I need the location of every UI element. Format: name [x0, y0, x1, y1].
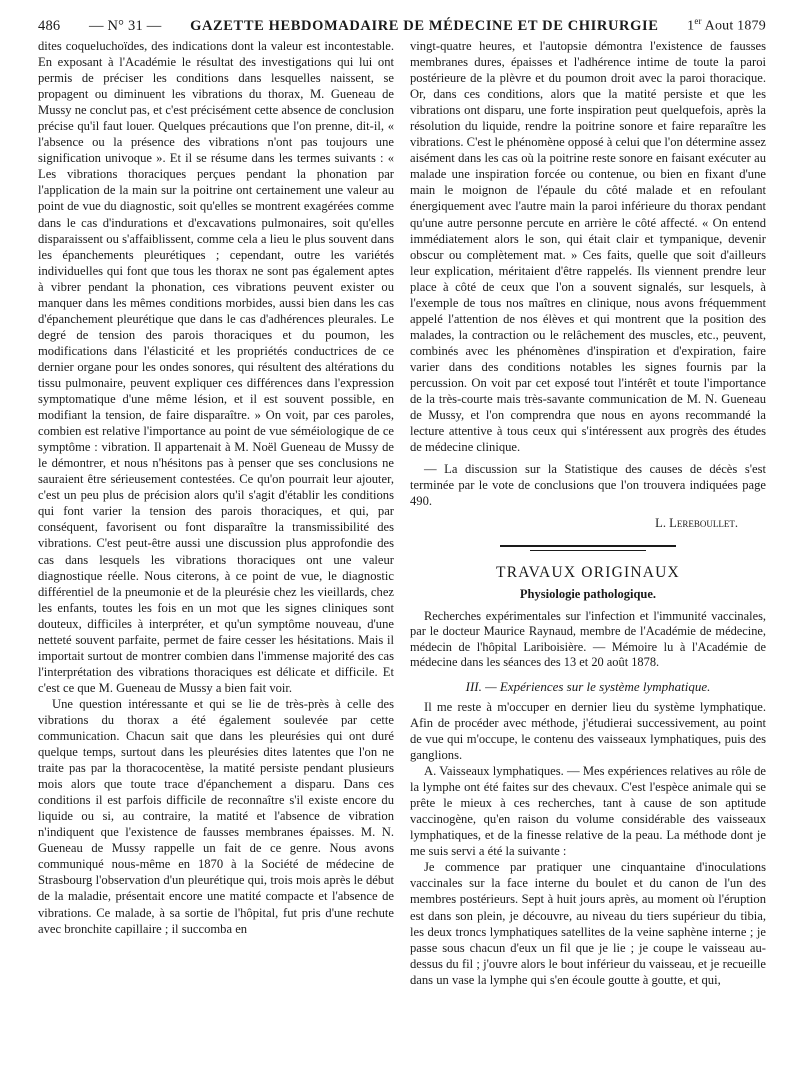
- right-paragraph-2: — La discussion sur la Statistique des causes de décès s'est terminée par le vote de conclusions que l'on trouvera indiquées page 490.: [410, 462, 766, 509]
- date-day: 1: [687, 18, 695, 34]
- right-column: [410, 38, 766, 988]
- section-title: TRAVAUX ORIGINAUX: [496, 564, 680, 582]
- right-paragraph-3: Il me reste à m'occuper en dernier lieu du système lymphatique. Afin de procéder avec méthode, j'étudierai successivement, au point de vue qui m'occupe, le contenu des vaisseaux lymphatiques, puis des ganglions.: [410, 699, 766, 763]
- left-paragraph-1: dites coqueluchoïdes, des indications dont la valeur est incontestable. En exposant à l'Académie le résultat des investigations qui lui ont permis de préciser les conditions dans lesquelles naissent, se propagent ou diminuent les vibrations du thorax, M. Gueneau de Mussy ne conclut pas, et c'est précisément cette absence de conclusion précise qu'il faut louer. Quelques précautions que l'on prenne, dit-il, « l'absence ou la présence des vibrations n'ont pas toujours une signification univoque ». Et il se résume dans les termes suivants : « Les vibrations thoraciques perçues pendant la phonation par l'application de la main sur la poitrine ont certainement une valeur au point de vue du diagnostic, soit qu'elles se montrent exagérées comme dans le cas d'indurations et d'excavations pulmonaires, soit qu'elles disparaissent ou s'affaiblissent, comme cela a lieu le plus souvent dans les épanchements pleurétiques ; cependant, outre les variétés individuelles qui font que tous les thorax ne sont pas également aptes à vibrer pendant la phonation, ces vibrations peuvent exister ou manquer dans les mêmes conditions morbides, aussi bien dans les cas d'épanchement pleurétique que dans le cas d'adhérences pleurales. Le degré de tension des parois thoraciques et du poumon, les modifications dans l'élasticité et les propriétés conductrices de ce dernier organe pour les ondes sonores, qui résultent des altérations du tissu pulmonaire, peuvent expliquer ces différences dans l'expression symptomatique d'une même lésion, et il est souvent possible, en modifiant la tension, de faire disparaître. » On voit, par ces paroles, combien est relative l'importance au point de vue séméiologique de ce symptôme : vibration. Il appartenait à M. Noël Gueneau de Mussy de le démontrer, et nous n'hésitons pas à penser que ses conclusions ne sauraient être sérieusement contestées. Ce qu'on pourrait leur ajouter, c'est un peu plus de précision alors qu'il s'agit d'établir les conditions qui font varier la tension des parois thoraciques, et qui, par conséquent, favorisent ou font disparaître la transmissibilité des vibrations. C'est peut-être aussi une discussion plus approfondie des cas dans lesquels les vibrations thoraciques ont une valeur diagnostique réelle. Nous citerons, à ce point de vue, le diagnostic différentiel de la pneumonie et de la pleurésie chez les vieillards, chez les enfants, toutes les fois en un mot que les signes cliniques sont douteux, difficiles à interpréter, et qu'un symptôme nouveau, d'une netteté souvent parfaite, permet de faire cesser les hésitations. Mais il importait surtout de montrer combien dans l'immense majorité des cas l'interprétation des vibrations thoraciques est délicate et difficile. Et c'est ce que M. Gueneau de Mussy a bien fait voir.: [38, 39, 394, 695]
- right-paragraph-1: vingt-quatre heures, et l'autopsie démontra l'existence de fausses membranes dures, épaisses et l'adhérence intime de toute la paroi postérieure de la plèvre et du poumon droit avec la paroi thoracique. Or, dans ces conditions, alors que la matité persiste et que les vibrations ont disparu, une forte inspiration peut quelquefois, après la résolution du liquide, rendre la poitrine sonore et faire reparaître les vibrations. C'est le phénomène opposé à celui que l'on détermine assez aisément dans les cas où la poitrine reste sonore en faisant exécuter au malade une inspiration forcée ou contenue, ou bien en fixant d'une main le moignon de l'épaule du côté malade et en refoulant énergiquement avec l'autre main la paroi inférieure du thorax pendant qu'une autre personne percute en arrière le côté affecté. « On entend immédiatement alors le son, qui était clair et tympanique, devenir obscur ou complètement mat. » Ces faits, quelle que soit d'ailleurs leur explication, méritaient d'être rappelés. Ils viennent prendre leur place à côté de ceux que l'on a souvent signalés, sur lesquels, à l'exemple de tous nos maîtres en clinique, nous avons fréquemment appelé l'attention de nos élèves et qui montrent que la position des malades, la contraction ou le relâchement des muscles, etc., peuvent, combinés avec les phénomènes d'inspiration et d'expiration, faire varier dans des conditions notables les signes fournis par la percussion. On voit par cet exposé tout l'intérêt et toute l'importance de la très-courte mais très-savante communication de M. N. Gueneau de Mussy, et l'on comprendra que nous en ayons recommandé la lecture attentive à tous ceux qui s'intéressent aux progrès des études de médecine clinique.: [410, 39, 767, 455]
- left-column: [38, 38, 394, 988]
- left-paragraph-2: Une question intéressante et qui se lie de très-près à celle des vibrations du thorax a été également soulevée par cette communication. Chacun sait que dans les pleurésies qui ont duré quelque temps, surtout dans les pleurésies dites latentes que l'on ne traite pas par la thoracocentèse, la matité persiste pendant plusieurs mois alors que toute trace d'épanchement a disparu. Dans ces conditions il est parfois difficile de reconnaître s'il existe encore du liquide ou si, au contraire, la matité et l'absence de vibration n'indiquent que l'existence de fausses membranes épaisses. M. N. Gueneau de Mussy rappelle un fait de ce genre. Nous avons communiqué nous-même en 1870 à la Société de médecine de Strasbourg l'observation d'un pleurétique qui, trois mois après le début de la maladie, présentait encore une matité compacte et l'absence de vibrations. Ce malade, à sa sortie de l'hôpital, fut pris d'une rechute avec bronchite capillaire ; il succomba en: [38, 696, 394, 936]
- text-columns: [38, 38, 766, 988]
- subsection-heading-text: III. — Expériences sur le système lymphatique.: [465, 678, 711, 694]
- issue-number: — N° 31 —: [88, 17, 162, 34]
- article-heading: Recherches expérimentales sur l'infection et l'immunité vaccinales, par le docteur Maurice Raynaud, membre de l'Académie de médecine, médecin de l'hôpital Lariboisière. — Mémoire lu à l'Académie de médecine dans les séances des 13 et 20 août 1878.: [410, 608, 766, 670]
- running-header: [38, 0, 766, 38]
- date-month-year: Aout 1879: [701, 18, 766, 34]
- date-ordinal: er: [694, 16, 702, 26]
- right-paragraph-4: A. Vaisseaux lymphatiques. — Mes expériences relatives au rôle de la lymphe ont été faites sur des chevaux. C'est l'espèce animale qui se prête le mieux à ces recherches, tant à cause de son aptitude vaccinogène, qu'en raison du volume considérable des vaisseaux lymphatiques, et de la finesse relative de la peau. La méthode dont je me suis servi a été la suivante :: [410, 764, 766, 859]
- author-signature: L. Lereboullet.: [655, 516, 738, 531]
- right-paragraph-5: Je commence par pratiquer une cinquantaine d'inoculations vaccinales sur la face interne du boulet et du canon de l'un des membres postérieurs. Sept à huit jours après, au moment où l'éruption est dans son plein, je découvre, au niveau du tiers supérieur du tibia, les deux troncs lymphatiques satellites de la veine saphène interne ; je passe sous chacun d'eux un fil que je lie ; je coupe le vaisseau au-dessus du fil ; j'ouvre alors le bout inférieur du vaisseau, et je recueille dans un vase la lymphe qui s'en écoule goutte à goutte, et qui,: [410, 860, 766, 987]
- page-number: 486: [38, 17, 61, 34]
- subsection-heading: [410, 679, 766, 695]
- section-subtitle: Physiologie pathologique.: [519, 587, 657, 602]
- separator-thick-line: [500, 545, 676, 547]
- section-separator: [410, 539, 766, 559]
- separator-thin-line: [530, 550, 646, 551]
- journal-title: GAZETTE HEBDOMADAIRE DE MÉDECINE ET DE CHIRURGIE: [190, 17, 659, 34]
